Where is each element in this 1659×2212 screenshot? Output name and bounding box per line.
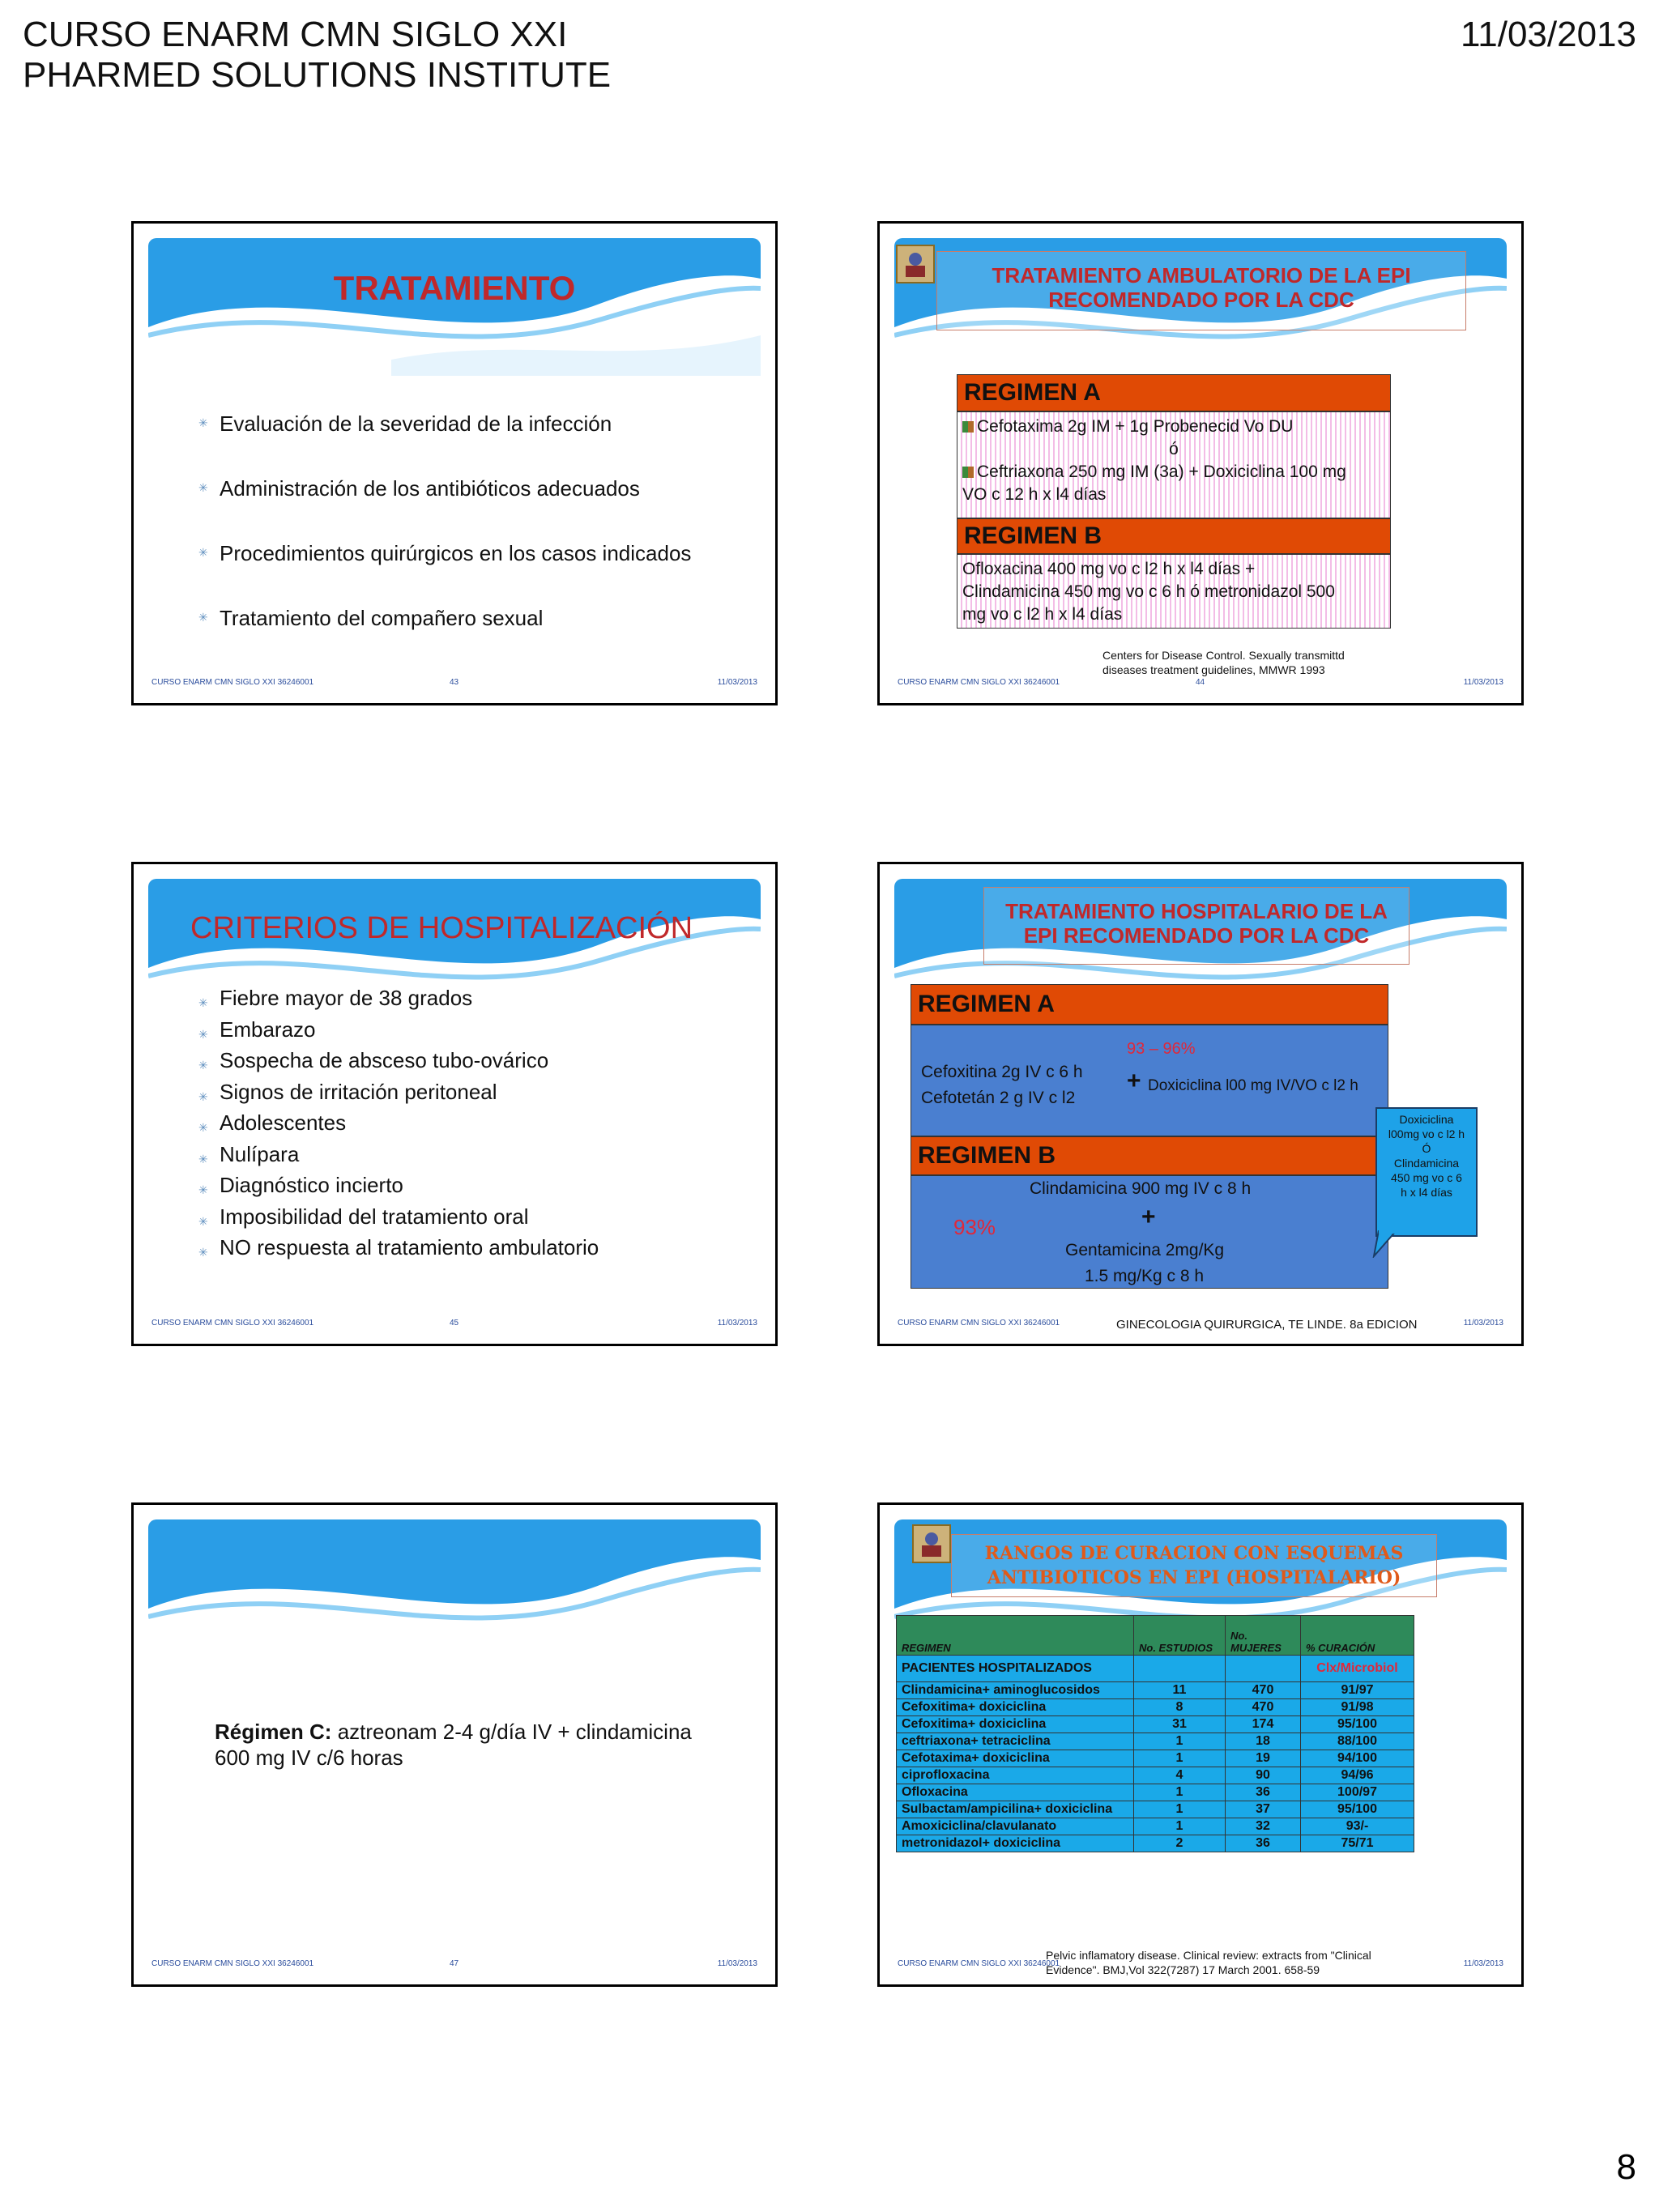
callout-line: h x l4 días bbox=[1401, 1186, 1452, 1199]
table-header-row bbox=[897, 1616, 1414, 1656]
table-cell: Sulbactam/ampicilina+ doxiciclina bbox=[897, 1801, 1134, 1818]
slide-44 bbox=[877, 221, 1524, 705]
slide-footer-course: CURSO ENARM CMN SIGLO XXI 36246001 bbox=[151, 1959, 314, 1968]
regimen-b-gentamicina-1: Gentamicina 2mg/Kg bbox=[1065, 1241, 1225, 1259]
reference-line-2: Evidence". BMJ,Vol 322(7287) 17 March 2001. 658-59 bbox=[1046, 1963, 1320, 1976]
table-row bbox=[897, 1699, 1414, 1716]
bullet-item: ✳ Adolescentes bbox=[198, 1107, 599, 1139]
regimen-a-box bbox=[911, 1025, 1388, 1136]
table-cell: Cefoxitima+ doxiciclina bbox=[897, 1716, 1134, 1733]
regimen-a-line-2: Ceftriaxona 250 mg IM (3a) + Doxiciclina 100 mg bbox=[977, 462, 1346, 481]
slide-logo-icon bbox=[912, 1524, 951, 1563]
regimen-a-percent: 93 – 96% bbox=[1127, 1040, 1196, 1058]
table-cell: 100/97 bbox=[1301, 1784, 1414, 1801]
table-cell: ciprofloxacina bbox=[897, 1767, 1134, 1784]
regimen-b-gentamicina-2: 1.5 mg/Kg c 8 h bbox=[1085, 1267, 1205, 1285]
table-cell: Clindamicina+ aminoglucosidos bbox=[897, 1682, 1134, 1699]
bullet-list bbox=[198, 982, 599, 1264]
bullet-list bbox=[198, 411, 691, 631]
table-header-cell: No. MUJERES bbox=[1226, 1616, 1301, 1656]
table-row bbox=[897, 1818, 1414, 1835]
table-cell: Cefotaxima+ doxiciclina bbox=[897, 1750, 1134, 1767]
callout-line: Ó bbox=[1422, 1142, 1431, 1155]
slide-title-line-1: RANGOS DE CURACION CON ESQUEMAS bbox=[984, 1543, 1404, 1564]
bullet-item: ✳ Signos de irritación peritoneal bbox=[198, 1076, 599, 1108]
table-row bbox=[897, 1835, 1414, 1852]
regimen-b-line-2: Clindamicina 450 mg vo c 6 h ó metronidazol 500 bbox=[962, 582, 1335, 601]
table-cell: 36 bbox=[1226, 1784, 1301, 1801]
table-cell: 2 bbox=[1134, 1835, 1226, 1852]
plus-sign: + bbox=[1141, 1204, 1156, 1230]
plus-sign: + bbox=[1127, 1068, 1141, 1094]
bullet-item: ✳ Tratamiento del compañero sexual bbox=[198, 606, 691, 631]
regimen-a-line-3: VO c 12 h x l4 días bbox=[962, 485, 1107, 504]
regimen-c-label: Régimen C: bbox=[215, 1720, 332, 1744]
table-cell: 37 bbox=[1226, 1801, 1301, 1818]
table-cell bbox=[1134, 1656, 1226, 1682]
slide-46 bbox=[877, 862, 1524, 1346]
bullet-item: ✳ NO respuesta al tratamiento ambulatorio bbox=[198, 1232, 599, 1264]
table-cell: 470 bbox=[1226, 1699, 1301, 1716]
table-cell: PACIENTES HOSPITALIZADOS bbox=[897, 1656, 1134, 1682]
document-header bbox=[23, 15, 611, 96]
table-cell: metronidazol+ doxiciclina bbox=[897, 1835, 1134, 1852]
slide-footer-course: CURSO ENARM CMN SIGLO XXI 36246001 bbox=[898, 678, 1060, 687]
slide-footer-date: 11/03/2013 bbox=[717, 678, 757, 687]
regimen-a-or: ó bbox=[1169, 440, 1179, 458]
header-line-1: CURSO ENARM CMN SIGLO XXI bbox=[23, 15, 568, 54]
table-header-cell: REGIMEN bbox=[897, 1616, 1134, 1656]
callout-pointer-icon bbox=[1372, 1230, 1405, 1258]
table-cell: 1 bbox=[1134, 1818, 1226, 1835]
table-cell: 470 bbox=[1226, 1682, 1301, 1699]
callout-line: Clindamicina bbox=[1393, 1157, 1460, 1170]
slide-footer-date: 11/03/2013 bbox=[717, 1959, 757, 1968]
table-cell: 19 bbox=[1226, 1750, 1301, 1767]
table-row bbox=[897, 1682, 1414, 1699]
regimen-b-clindamicina: Clindamicina 900 mg IV c 8 h bbox=[1030, 1179, 1252, 1198]
slide-logo-icon bbox=[896, 245, 935, 283]
table-row bbox=[897, 1716, 1414, 1733]
bullet-item: ✳ Nulípara bbox=[198, 1139, 599, 1170]
slide-title: TRATAMIENTO bbox=[333, 269, 576, 307]
regimen-b-line-3: mg vo c l2 h x l4 días bbox=[962, 605, 1123, 624]
regimen-a-header: REGIMEN A bbox=[911, 984, 1388, 1025]
table-row bbox=[897, 1750, 1414, 1767]
table-header-cell: No. ESTUDIOS bbox=[1134, 1616, 1226, 1656]
callout-line: Doxiciclina bbox=[1399, 1113, 1454, 1126]
slide-title-line-1: TRATAMIENTO AMBULATORIO DE LA EPI bbox=[992, 263, 1411, 288]
header-line-2: PHARMED SOLUTIONS INSTITUTE bbox=[23, 55, 612, 95]
slide-title-line-2: RECOMENDADO POR LA CDC bbox=[1048, 288, 1354, 312]
table-row bbox=[897, 1784, 1414, 1801]
table-cell: 11 bbox=[1134, 1682, 1226, 1699]
slide-header-band bbox=[148, 1519, 761, 1657]
table-cell: 18 bbox=[1226, 1733, 1301, 1750]
header-date: 11/03/2013 bbox=[1461, 15, 1636, 54]
regimen-b-header: REGIMEN B bbox=[911, 1136, 1388, 1175]
table-row bbox=[897, 1801, 1414, 1818]
cure-rates-table bbox=[896, 1615, 1414, 1852]
table-cell: 91/98 bbox=[1301, 1699, 1414, 1716]
slide-footer-course: CURSO ENARM CMN SIGLO XXI 36246001 bbox=[151, 1319, 314, 1328]
table-cell: 1 bbox=[1134, 1801, 1226, 1818]
table-cell: 1 bbox=[1134, 1750, 1226, 1767]
reference-line-1: Centers for Disease Control. Sexually transmittd bbox=[1102, 649, 1345, 662]
regimen-a-doxiciclina: Doxiciclina l00 mg IV/VO c l2 h bbox=[1148, 1077, 1358, 1094]
bullet-item: ✳ Evaluación de la severidad de la infección bbox=[198, 411, 691, 437]
reference-line-1: Pelvic inflamatory disease. Clinical review: extracts from "Clinical bbox=[1046, 1949, 1371, 1962]
regimen-b-box bbox=[957, 554, 1391, 629]
slide-number: 43 bbox=[450, 678, 459, 687]
reference-line-2: diseases treatment guidelines, MMWR 1993 bbox=[1102, 663, 1325, 676]
slide-footer-date: 11/03/2013 bbox=[1463, 1959, 1503, 1968]
table-cell: 90 bbox=[1226, 1767, 1301, 1784]
slide-footer-date: 11/03/2013 bbox=[717, 1319, 757, 1328]
bullet-item: ✳ Embarazo bbox=[198, 1014, 599, 1046]
regimen-b-box bbox=[911, 1175, 1388, 1289]
regimen-c-line-1: aztreonam 2-4 g/día IV + clindamicina bbox=[331, 1720, 692, 1744]
table-cell: 91/97 bbox=[1301, 1682, 1414, 1699]
slide-title bbox=[936, 251, 1466, 330]
slide-number: 47 bbox=[450, 1959, 459, 1968]
slide-48 bbox=[877, 1502, 1524, 1987]
regimen-c-line-2: 600 mg IV c/6 horas bbox=[215, 1745, 403, 1770]
table-cell: Cefoxitima+ doxiciclina bbox=[897, 1699, 1134, 1716]
bullet-item: ✳ Fiebre mayor de 38 grados bbox=[198, 982, 599, 1014]
table-row bbox=[897, 1733, 1414, 1750]
bullet-square-icon bbox=[962, 467, 974, 478]
regimen-b-percent: 93% bbox=[953, 1215, 996, 1239]
bullet-square-icon bbox=[962, 421, 974, 433]
slide-title: CRITERIOS DE HOSPITALIZACIÓN bbox=[190, 911, 693, 945]
slide-45 bbox=[131, 862, 778, 1346]
slide-footer-course: CURSO ENARM CMN SIGLO XXI 36246001 bbox=[898, 1319, 1060, 1328]
table-cell: 94/96 bbox=[1301, 1767, 1414, 1784]
regimen-a-box bbox=[957, 411, 1391, 518]
slide-number: 45 bbox=[450, 1319, 459, 1328]
regimen-c-text bbox=[215, 1719, 692, 1771]
bullet-item: ✳ Diagnóstico incierto bbox=[198, 1170, 599, 1201]
slide-title-line-1: TRATAMIENTO HOSPITALARIO DE LA bbox=[1005, 899, 1388, 923]
bullet-item: ✳ Imposibilidad del tratamiento oral bbox=[198, 1201, 599, 1233]
table-cell: 4 bbox=[1134, 1767, 1226, 1784]
slide-title-line-2: EPI RECOMENDADO POR LA CDC bbox=[1023, 923, 1370, 948]
table-section-row bbox=[897, 1656, 1414, 1682]
regimen-b-line-1: Ofloxacina 400 mg vo c l2 h x l4 días + bbox=[962, 560, 1256, 578]
table-cell: 94/100 bbox=[1301, 1750, 1414, 1767]
table-cell: 95/100 bbox=[1301, 1801, 1414, 1818]
table-cell: 1 bbox=[1134, 1784, 1226, 1801]
regimen-a-drug-1: Cefoxitina 2g IV c 6 h bbox=[921, 1063, 1083, 1081]
table-cell: 1 bbox=[1134, 1733, 1226, 1750]
reference-note bbox=[1046, 1948, 1371, 1977]
table-row bbox=[897, 1767, 1414, 1784]
table-cell: 75/71 bbox=[1301, 1835, 1414, 1852]
slide-title bbox=[983, 887, 1410, 965]
table-cell bbox=[1226, 1656, 1301, 1682]
slide-47 bbox=[131, 1502, 778, 1987]
bullet-item: ✳ Sospecha de absceso tubo-ovárico bbox=[198, 1045, 599, 1076]
reference-note bbox=[1102, 648, 1345, 677]
slide-footer-date: 11/03/2013 bbox=[1463, 1319, 1503, 1328]
slide-43 bbox=[131, 221, 778, 705]
table-cell: 93/- bbox=[1301, 1818, 1414, 1835]
page-number: 8 bbox=[1616, 2147, 1636, 2187]
bullet-item: ✳ Administración de los antibióticos adecuados bbox=[198, 476, 691, 501]
slide-title-line-2: ANTIBIOTICOS EN EPI (HOSPITALARIO) bbox=[987, 1567, 1401, 1588]
table-cell: 88/100 bbox=[1301, 1733, 1414, 1750]
table-cell: 36 bbox=[1226, 1835, 1301, 1852]
slide-title bbox=[951, 1534, 1437, 1597]
slide-footer-date: 11/03/2013 bbox=[1463, 678, 1503, 687]
table-cell: Ofloxacina bbox=[897, 1784, 1134, 1801]
slide-number: 44 bbox=[1196, 678, 1205, 687]
regimen-b-header: REGIMEN B bbox=[957, 518, 1391, 554]
table-cell: Clx/Microbiol bbox=[1301, 1656, 1414, 1682]
table-cell: 95/100 bbox=[1301, 1716, 1414, 1733]
table-cell: ceftriaxona+ tetraciclina bbox=[897, 1733, 1134, 1750]
table-header-cell: % CURACIÓN bbox=[1301, 1616, 1414, 1656]
regimen-a-header: REGIMEN A bbox=[957, 374, 1391, 411]
table-cell: 32 bbox=[1226, 1818, 1301, 1835]
slide-footer-course: CURSO ENARM CMN SIGLO XXI 36246001 bbox=[898, 1959, 1060, 1968]
regimen-a-drug-2: Cefotetán 2 g IV c l2 bbox=[921, 1089, 1076, 1107]
callout-line: l00mg vo c l2 h bbox=[1388, 1127, 1465, 1140]
regimen-a-line-1: Cefotaxima 2g IM + 1g Probenecid Vo DU bbox=[977, 417, 1294, 436]
bullet-item: ✳ Procedimientos quirúrgicos en los casos indicados bbox=[198, 541, 691, 566]
callout-line: 450 mg vo c 6 bbox=[1391, 1171, 1462, 1184]
table-cell: 31 bbox=[1134, 1716, 1226, 1733]
reference-note: GINECOLOGIA QUIRURGICA, TE LINDE. 8a EDICION bbox=[1116, 1318, 1418, 1332]
slide-footer-course: CURSO ENARM CMN SIGLO XXI 36246001 bbox=[151, 678, 314, 687]
table-cell: Amoxiciclina/clavulanato bbox=[897, 1818, 1134, 1835]
alternative-callout bbox=[1375, 1107, 1478, 1237]
table-cell: 174 bbox=[1226, 1716, 1301, 1733]
table-cell: 8 bbox=[1134, 1699, 1226, 1716]
